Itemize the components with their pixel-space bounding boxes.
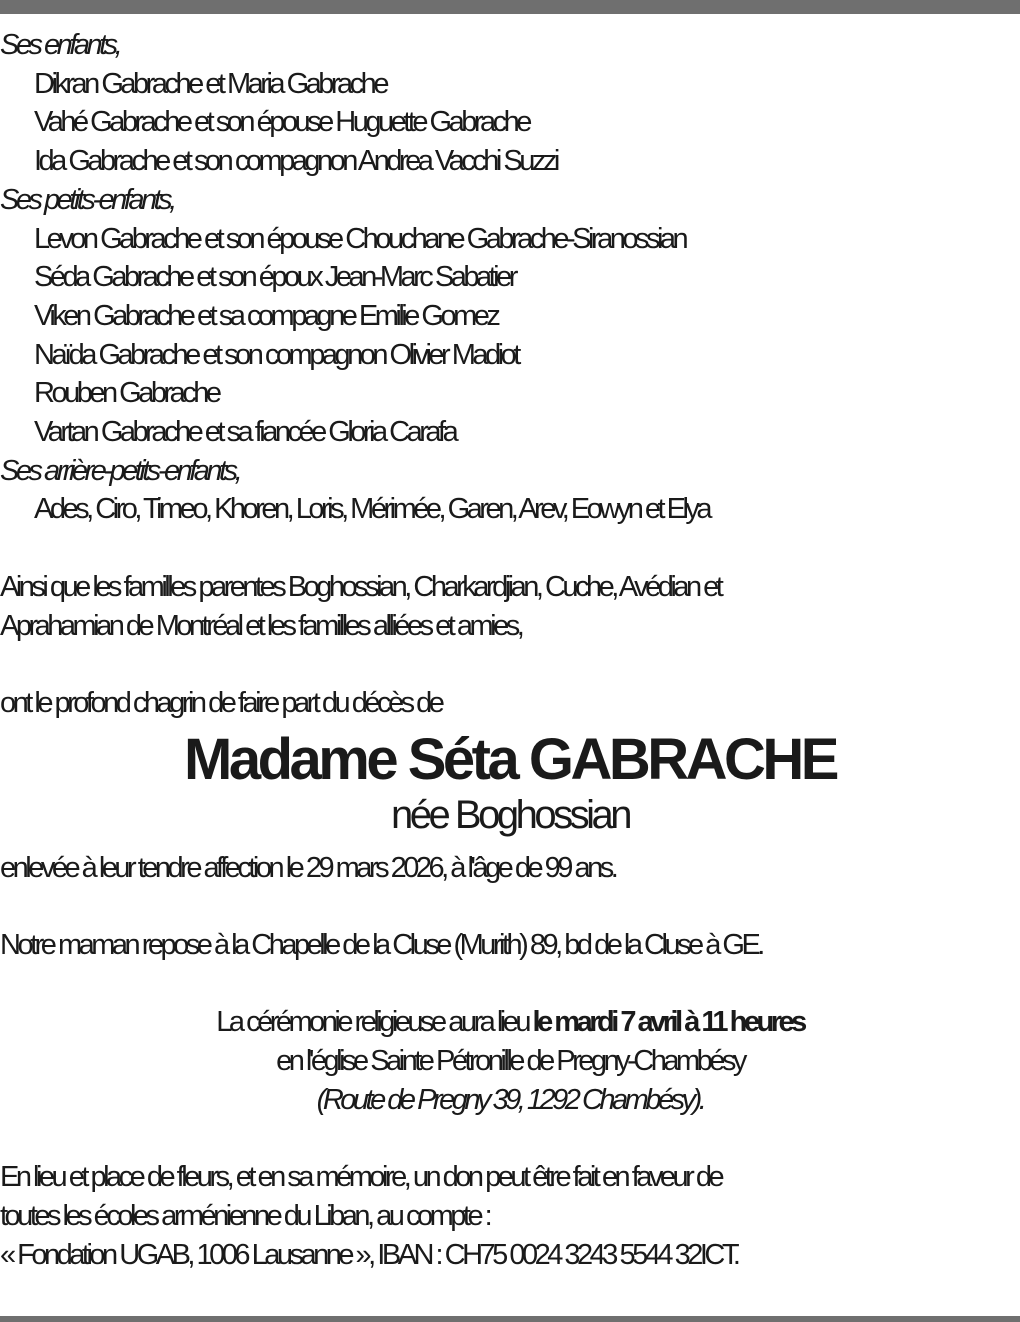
great-grandchildren-heading: Ses arrière-petits-enfants, — [0, 454, 240, 487]
children-heading: Ses enfants, — [0, 29, 120, 61]
child-line: Vahé Gabrache et son épouse Huguette Gabrache — [34, 106, 529, 139]
ceremony-church: en l'église Sainte Pétronille de Pregny-Chambésy — [276, 1045, 744, 1078]
obituary-notice — [0, 26, 1020, 1274]
child-line: Ida Gabrache et son compagnon Andrea Vacchi Suzzi — [34, 145, 557, 178]
donation-account: « Fondation UGAB, 1006 Lausanne », IBAN : CH75 0024 3243 5544 32ICT. — [0, 1238, 738, 1271]
grandchild-line: Naïda Gabrache et son compagnon Olivier Madiot — [34, 338, 518, 371]
families-paragraph — [0, 568, 1020, 645]
bottom-border-bar — [0, 1316, 1020, 1322]
donation-line: toutes les écoles arménienne du Liban, au compte : — [0, 1199, 490, 1232]
families-line: Aprahamian de Montréal et les familles alliées et amies, — [0, 609, 522, 642]
maiden-name: née Boghossian — [391, 792, 629, 837]
ceremony-block — [0, 1003, 1020, 1119]
families-line: Ainsi que les familles parentes Boghossian, Charkardjian, Cuche, Avédian et — [0, 570, 721, 603]
grandchildren-heading: Ses petits-enfants, — [0, 183, 174, 216]
grandchild-line: Rouben Gabrache — [34, 377, 219, 410]
great-grandchildren-section — [0, 452, 1020, 529]
grandchild-line: Vartan Gabrache et sa fiancée Gloria Carafa — [34, 416, 456, 449]
ceremony-line — [0, 1003, 1020, 1042]
ceremony-address: (Route de Pregny 39, 1292 Chambésy). — [316, 1083, 704, 1116]
announcement-text: ont le profond chagrin de faire part du décès de — [0, 686, 442, 719]
grandchild-line: Séda Gabrache et son époux Jean-Marc Sabatier — [34, 261, 515, 294]
great-grandchildren-line: Ades, Ciro, Timeo, Khoren, Loris, Mérimée, Garen, Arev, Eowyn et Elya — [34, 493, 710, 526]
rest-location-text: Notre maman repose à la Chapelle de la Cluse (Murith) 89, bd de la Cluse à GE. — [0, 929, 762, 962]
top-border-bar — [0, 0, 1020, 14]
children-section — [0, 26, 1020, 181]
grandchildren-section — [0, 181, 1020, 452]
deceased-name: Madame Séta GABRACHE — [184, 726, 836, 792]
donation-line: En lieu et place de fleurs, et en sa mémoire, un don peut être fait en faveur de — [0, 1161, 722, 1194]
grandchild-line: Viken Gabrache et sa compagne Emilie Gomez — [34, 299, 498, 332]
grandchild-line: Levon Gabrache et son épouse Chouchane Gabrache-Siranossian — [34, 222, 686, 255]
ceremony-intro: La cérémonie religieuse aura lieu — [216, 1006, 533, 1039]
ceremony-datetime: le mardi 7 avril à 11 heures — [532, 1006, 804, 1039]
child-line: Dikran Gabrache et Maria Gabrache — [34, 67, 386, 100]
donation-paragraph — [0, 1158, 1020, 1274]
death-text: enlevée à leur tendre affection le 29 mars 2026, à l'âge de 99 ans. — [0, 851, 616, 884]
